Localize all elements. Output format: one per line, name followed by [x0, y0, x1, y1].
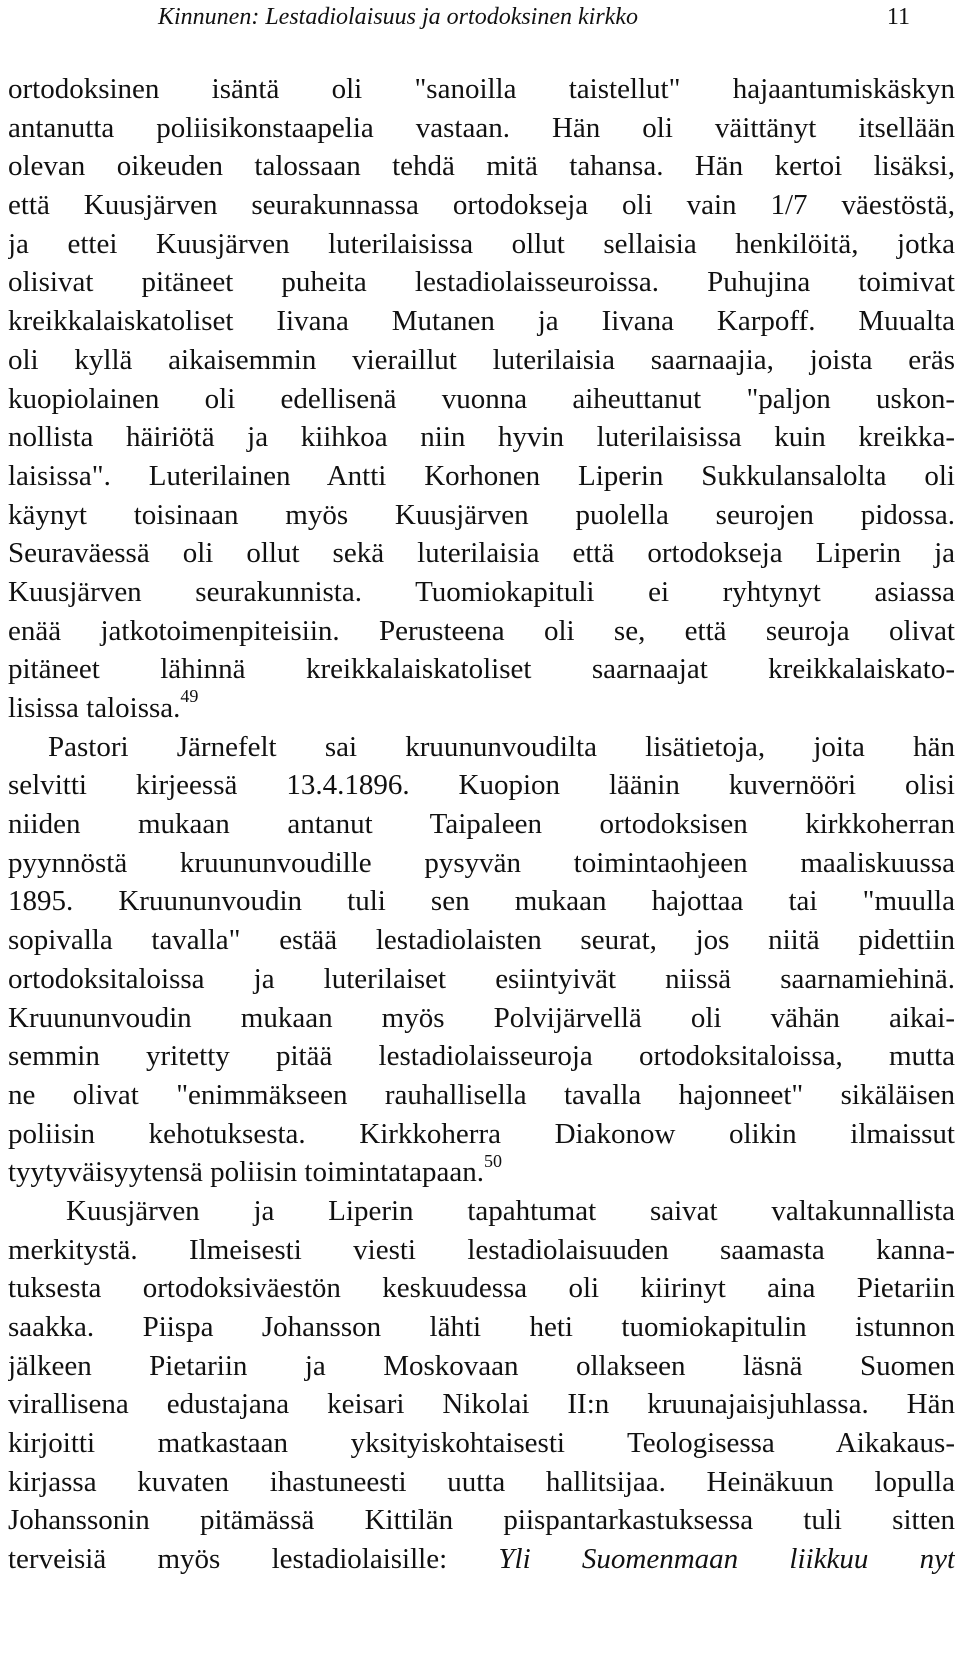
text-line-with-footnote: [8, 1153, 955, 1192]
text-line: kirjoitti matkastaan yksityiskohtaisesti Teologisessa Aikakaus-: [8, 1427, 955, 1460]
text-line: poliisin kehotuksesta. Kirkkoherra Diakonow olikin ilmaissut: [8, 1117, 955, 1150]
text-line: olevan oikeuden talossaan tehdä mitä tahansa. Hän kertoi lisäksi,: [8, 150, 955, 183]
text-line: laisissa". Luterilainen Antti Korhonen Liperin Sukkulansalolta oli: [8, 459, 955, 492]
text-line: että Kuusjärven seurakunnassa ortodokseja oli vain 1/7 väestöstä,: [8, 189, 955, 222]
text-line: niiden mukaan antanut Taipaleen ortodoksisen kirkkoherran: [8, 808, 955, 841]
text-line: nollista häiriötä ja kiihkoa niin hyvin luterilaisissa kuin kreikka-: [8, 421, 955, 454]
paragraph-start-line: Pastori Järnefelt sai kruununvoudilta lisätietoja, joita hän: [48, 730, 955, 763]
footnote-ref-50: 50: [484, 1153, 503, 1171]
text-line: pitäneet lähinnä kreikkalaiskatoliset saarnaajat kreikkalaiskato-: [8, 653, 955, 686]
text-line: jälkeen Pietariin ja Moskovaan ollakseen läsnä Suomen: [8, 1349, 955, 1382]
text-line: Kruununvoudin mukaan myös Polvijärvellä oli vähän aikai-: [8, 1001, 955, 1034]
text-line: saakka. Piispa Johansson lähti heti tuomiokapitulin istunnon: [8, 1311, 955, 1343]
text-line-content: tyytyväisyytensä poliisin toimintatapaan.: [8, 1156, 485, 1189]
text-line: Kuusjärven seurakunnista. Tuomiokapituli ei ryhtynyt asiassa: [8, 575, 955, 608]
italic-quote: Yli Suomenmaan liikkuu nyt: [498, 1543, 955, 1576]
text-line: kirjassa kuvaten ihastuneesti uutta hallitsijaa. Heinäkuun lopulla: [8, 1465, 955, 1498]
text-line: ortodoksinen isäntä oli "sanoilla taistellut" hajaantumiskäskyn: [8, 73, 955, 105]
text-line: tuksesta ortodoksiväestön keskuudessa oli kiirinyt aina Pietariin: [8, 1272, 955, 1305]
footnote-ref-49: 49: [180, 689, 199, 707]
text-line: kuopiolainen oli edellisenä vuonna aiheuttanut "paljon uskon-: [8, 382, 955, 415]
text-line: pyynnöstä kruununvoudille pysyvän toimintaohjeen maaliskuussa: [8, 846, 955, 879]
text-line: Seuraväessä oli ollut sekä luterilaisia että ortodokseja Liperin ja: [8, 537, 955, 570]
text-line: oli kyllä aikaisemmin vieraillut luterilaisia saarnaajia, joista eräs: [8, 343, 955, 376]
text-line: virallisena edustajana keisari Nikolai II:n kruunajaisjuhlassa. Hän: [8, 1388, 955, 1421]
text-line: olisivat pitäneet puheita lestadiolaisseuroissa. Puhujina toimivat: [8, 266, 955, 299]
text-line-with-italic: [8, 1540, 955, 1579]
text-line: enää jatkotoimenpiteisiin. Perusteena oli se, että seuroja olivat: [8, 614, 955, 647]
running-title: Kinnunen: Lestadiolaisuus ja ortodoksinen kirkko: [158, 4, 638, 30]
text-line-content: lisissa taloissa.: [8, 692, 181, 724]
text-line: ortodoksitaloissa ja luterilaiset esiintyivät niissä saarnamiehinä.: [8, 962, 955, 995]
text-line: käynyt toisinaan myös Kuusjärven puolella seurojen pidossa.: [8, 498, 955, 531]
text-line-content: terveisiä myös lestadiolaisille:: [8, 1543, 448, 1576]
text-line: semmin yritetty pitää lestadiolaisseuroja ortodoksitaloissa, mutta: [8, 1040, 955, 1073]
text-line: 1895. Kruununvoudin tuli sen mukaan hajottaa tai "muulla: [8, 885, 955, 918]
paragraph-start-line: Kuusjärven ja Liperin tapahtumat saivat valtakunnallista: [66, 1194, 955, 1227]
text-line-with-footnote: [8, 689, 955, 728]
body-text: [8, 70, 955, 1579]
text-line: merkitystä. Ilmeisesti viesti lestadiolaisuuden saamasta kanna-: [8, 1233, 955, 1266]
text-line: selvitti kirjeessä 13.4.1896. Kuopion läänin kuvernööri olisi: [8, 769, 955, 802]
text-line: ja ettei Kuusjärven luterilaisissa ollut sellaisia henkilöitä, jotka: [8, 227, 955, 260]
text-line: sopivalla tavalla" estää lestadiolaisten seurat, jos niitä pidettiin: [8, 924, 955, 957]
text-line: antanutta poliisikonstaapelia vastaan. Hän oli väittänyt itsellään: [8, 111, 955, 144]
text-line: ne olivat "enimmäkseen rauhallisella tavalla hajonneet" sikäläisen: [8, 1078, 955, 1111]
running-header: [158, 2, 908, 32]
text-line: kreikkalaiskatoliset Iivana Mutanen ja Iivana Karpoff. Muualta: [8, 305, 955, 338]
page-number: 11: [886, 4, 910, 30]
text-line: Johanssonin pitämässä Kittilän piispantarkastuksessa tuli sitten: [8, 1504, 955, 1537]
